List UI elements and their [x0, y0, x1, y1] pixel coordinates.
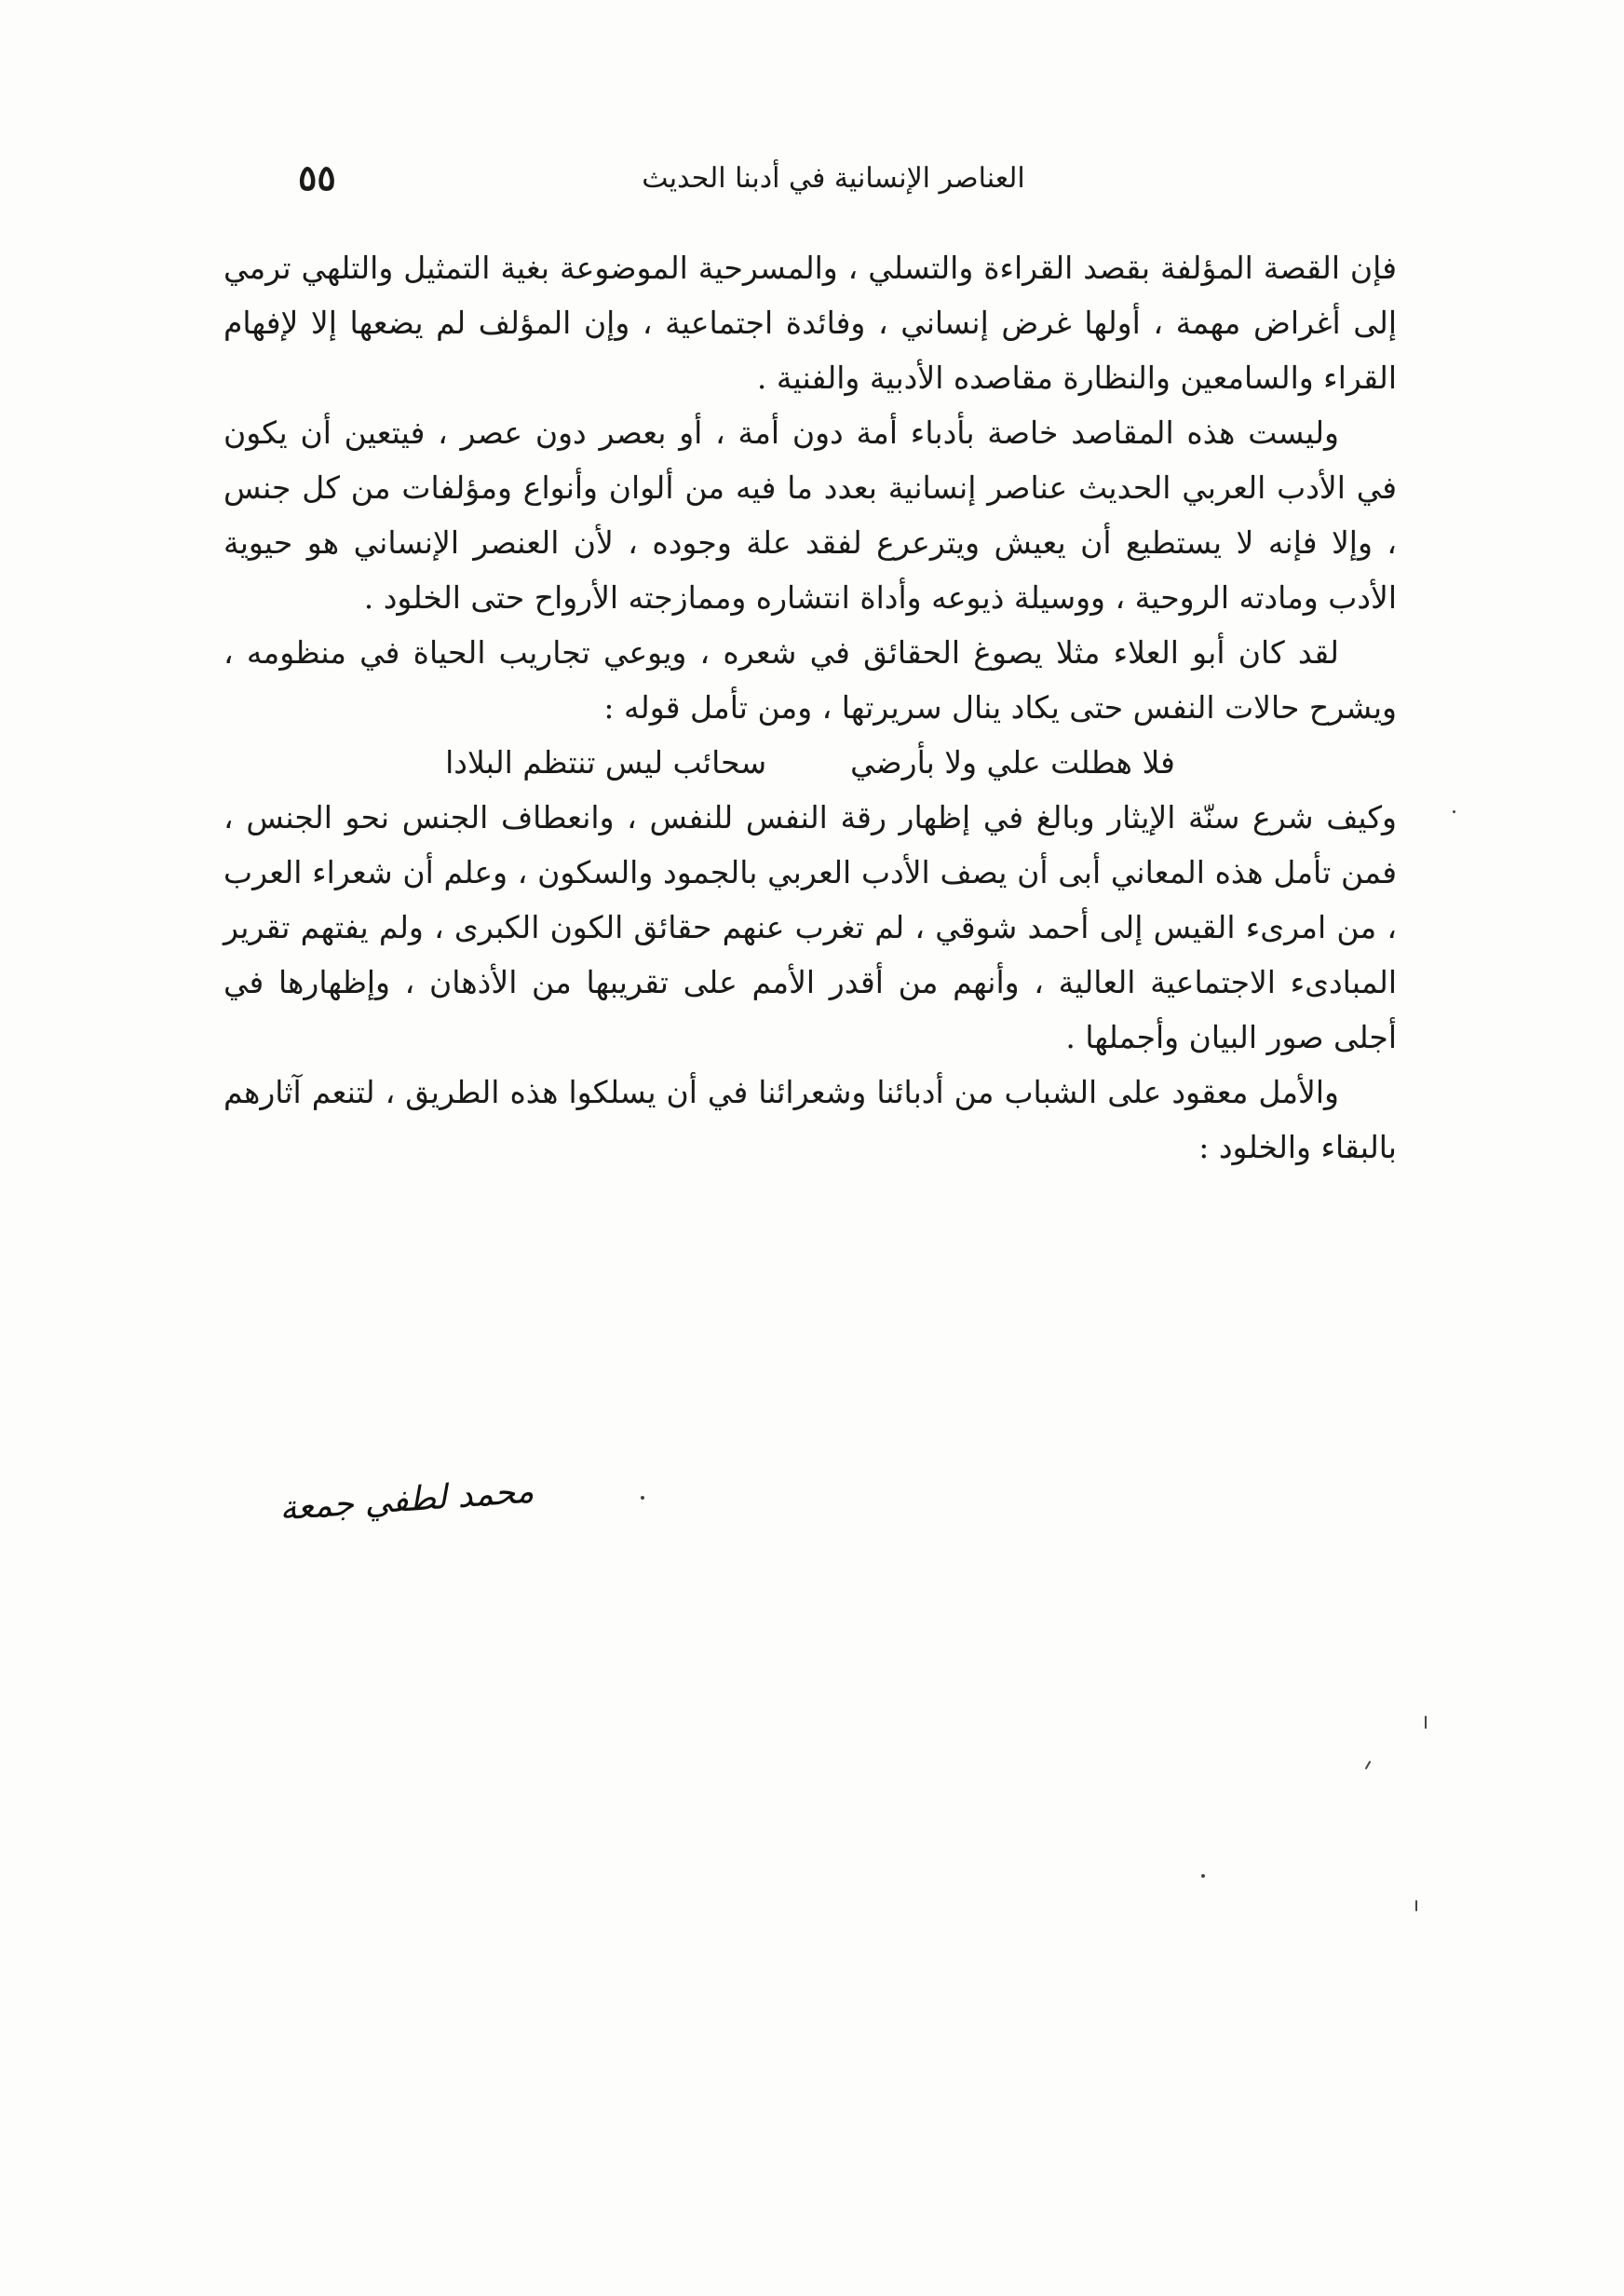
scan-speck: [641, 1496, 644, 1500]
paragraph: والأمل معقود على الشباب من أدبائنا وشعرائنا في أن يسلكوا هذه الطريق ، لتنعم آثارهم بالبقاء والخلود :: [223, 1074, 1397, 1165]
paragraph: لقد كان أبو العلاء مثلا يصوغ الحقائق في شعره ، ويوعي تجاريب الحياة في منظومه ، ويشرح حالات النفس حتى يكاد ينال سريرتها ، ومن تأمل قوله :: [223, 634, 1397, 726]
scan-speck: [1415, 1900, 1417, 1911]
verse-second-hemistich: سحائب ليس تنتظم البلادا: [445, 744, 767, 781]
paragraph: وليست هذه المقاصد خاصة بأدباء أمة دون أمة ، أو بعصر دون عصر ، فيتعين أن يكون في الأدب العربي الحديث عناصر إنسانية بعدد ما فيه من ألوان وأنواع ومؤلفات من كل جنس ، وإلا فإنه لا يستطيع أن يعيش ويترعرع لفقد علة وجوده ، لأن العنصر الإنساني هو حيوية الأدب ومادته الروحية ، ووسيلة ذيوعه وأداة انتشاره وممازجته الأرواح حتى الخلود .: [223, 414, 1397, 616]
running-title: العناصر الإنسانية في أدبنا الحديث: [642, 162, 1025, 195]
paragraph: فإن القصة المؤلفة بقصد القراءة والتسلي ، والمسرحية الموضوعة بغية التمثيل والتلهي ترمي إلى أغراض مهمة ، أولها غرض إنساني ، وفائدة اجتماعية ، وإن المؤلف لم يضعها إلا لإفهام القراء والسامعين والنظارة مقاصده الأدبية والفنية .: [223, 250, 1397, 396]
scan-speck: [1201, 1874, 1205, 1878]
poetry-verse: [223, 735, 1397, 790]
verse-first-hemistich: فلا هطلت علي ولا بأرضي: [850, 744, 1175, 781]
body-text: [223, 240, 1397, 1175]
paragraph: وكيف شرع سنّة الإيثار وبالغ في إظهار رقة النفس للنفس ، وانعطاف الجنس نحو الجنس ، فمن تأمل هذه المعاني أبى أن يصف الأدب العربي بالجمود والسكون ، وعلم أن شعراء العرب ، من امرىء القيس إلى أحمد شوقي ، لم تغرب عنهم حقائق الكون الكبرى ، ولم يفتهم تقرير المبادىء الاجتماعية العالية ، وأنهم من أقدر الأمم على تقريبها من الأذهان ، وإظهارها في أجلى صور البيان وأجملها .: [223, 799, 1397, 1055]
scan-speck: [1365, 1760, 1372, 1770]
scan-speck: [1453, 810, 1455, 813]
page-header: [279, 156, 1387, 212]
author-signature: محمد لطفي جمعة: [277, 1472, 535, 1528]
scan-speck: [1425, 1716, 1427, 1729]
page-number: ٥٥: [298, 156, 336, 198]
